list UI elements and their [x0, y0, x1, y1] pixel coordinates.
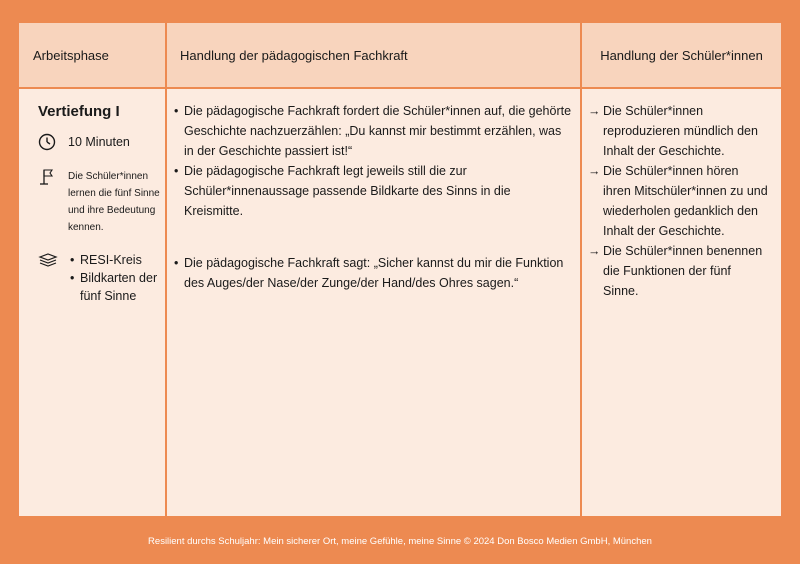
student-action-3 — [588, 241, 768, 301]
student-action-1 — [588, 101, 768, 161]
goal-row — [38, 168, 168, 236]
header-divider — [19, 87, 781, 89]
learning-goal: Die Schüler*innen lernen die fünf Sinne und ihre Bedeutung kennen. — [68, 171, 160, 233]
flag-icon — [38, 168, 56, 186]
header-schueler: Handlung der Schüler*innen — [600, 47, 763, 63]
teacher-actions — [174, 101, 572, 293]
materials-list — [70, 251, 170, 305]
teacher-action-3: • Die pädagogische Fachkraft sagt: „Sicher kannst du mir die Funktion des Auges/der Nase/der Zunge/der Hand/des Ohres sagen.“ — [174, 253, 572, 293]
arrow-icon: → — [588, 104, 601, 118]
material-item: • RESI-Kreis — [70, 251, 170, 269]
student-action-text: Die Schüler*innen reproduzieren mündlich den Inhalt der Geschichte. — [603, 104, 758, 158]
duration-row — [38, 133, 130, 151]
student-action-text: Die Schüler*innen hören ihren Mitschüler*innen zu und wiederholen gedanklich den Inhalt der Geschichte. — [603, 164, 768, 238]
lesson-table — [19, 23, 781, 516]
header-fachkraft: Handlung der pädagogischen Fachkraft — [180, 47, 408, 63]
student-actions — [588, 101, 768, 301]
arrow-icon: → — [588, 244, 601, 258]
header-arbeitsphase: Arbeitsphase — [33, 47, 109, 63]
teacher-action-2: • Die pädagogische Fachkraft legt jeweils still die zur Schüler*innenaussage passende Bildkarte des Sinns in die Kreismitte. — [174, 161, 572, 221]
arrow-icon: → — [588, 164, 601, 178]
student-action-text: Die Schüler*innen benennen die Funktionen der fünf Sinne. — [603, 244, 763, 298]
copyright-footer: Resilient durchs Schuljahr: Mein sicherer Ort, meine Gefühle, meine Sinne © 2024 Don Bosco Medien GmbH, München — [148, 536, 652, 547]
materials-row — [38, 251, 170, 305]
material-item: • Bildkarten der fünf Sinne — [70, 269, 170, 305]
student-action-2 — [588, 161, 768, 241]
column-divider-2 — [580, 23, 582, 516]
phase-title: Vertiefung I — [38, 103, 120, 120]
books-icon — [38, 251, 58, 269]
clock-icon — [38, 133, 56, 151]
teacher-action-1: • Die pädagogische Fachkraft fordert die Schüler*innen auf, die gehörte Geschichte nachzuerzählen: „Du kannst mir bestimmt erzählen, was in der Geschichte passiert ist!“ — [174, 101, 572, 161]
duration-text: 10 Minuten — [68, 135, 130, 149]
